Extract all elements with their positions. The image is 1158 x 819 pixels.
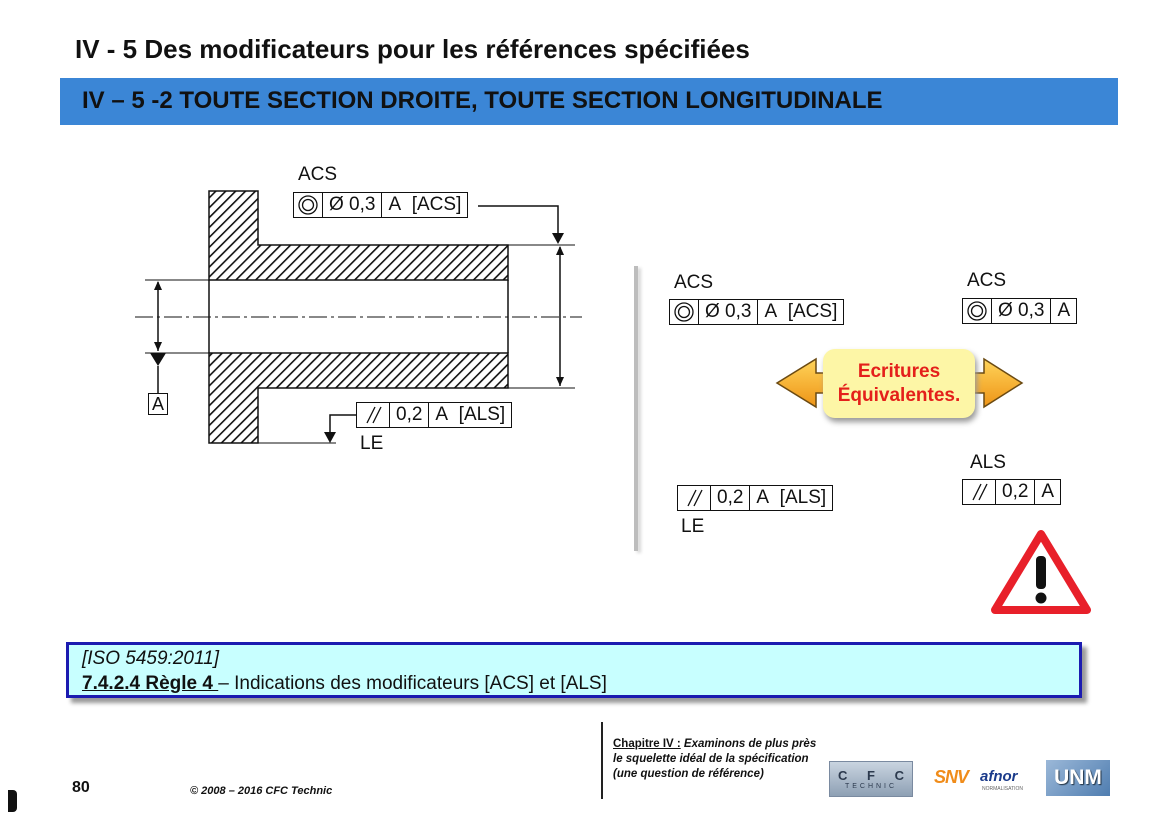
chapter-info <box>613 737 818 782</box>
parallelism-icon <box>678 486 710 510</box>
equivalent-line-1: Ecritures <box>857 360 941 382</box>
datum-modifier-cell <box>381 193 467 217</box>
datum-modifier-cell <box>749 486 832 510</box>
logo-cfc-top: C F C <box>838 768 912 783</box>
concentricity-icon <box>294 193 322 217</box>
page-title: IV - 5 Des modificateurs pour les références spécifiées <box>75 34 750 64</box>
iso-reference: [ISO 5459:2011] <box>82 648 219 669</box>
right-acs-label: ACS <box>967 270 1007 291</box>
datum-ref: A <box>1034 480 1060 504</box>
afnor-logo-sub: NORMALISATION <box>982 786 1024 792</box>
left-le-label: LE <box>681 516 705 537</box>
concentricity-icon <box>670 300 698 324</box>
parallelism-icon <box>963 480 995 504</box>
rule-text: – Indications des modificateurs [ACS] et [ALS] <box>218 673 607 694</box>
iso-rule <box>82 673 607 695</box>
vertical-divider <box>634 266 638 551</box>
equivalent-line-2: Équivalentes. <box>837 384 961 406</box>
left-acs-label: ACS <box>674 272 714 293</box>
datum-box: A <box>148 393 168 415</box>
modifier: [ACS] <box>411 194 462 215</box>
datum-ref: A <box>756 487 770 508</box>
technical-drawing <box>0 0 640 470</box>
acs-feature-control-frame <box>293 192 468 218</box>
modifier: [ALS] <box>779 487 827 508</box>
datum-ref: A <box>388 194 402 215</box>
als-feature-control-frame <box>356 402 512 428</box>
part-section-lower <box>209 353 508 443</box>
right-als-frame <box>962 479 1061 505</box>
datum-ref: A <box>764 301 778 322</box>
tolerance-value: 0,2 <box>995 480 1034 504</box>
tolerance-value: 0,2 <box>389 403 428 427</box>
warning-triangle-icon <box>990 528 1092 616</box>
page-number: 80 <box>72 779 90 796</box>
datum-ref: A <box>435 404 449 425</box>
datum-ref: A <box>1050 299 1076 323</box>
acs-label: ACS <box>298 164 338 185</box>
rule-number: 7.4.2.4 Règle 4 <box>82 673 219 694</box>
right-als-label: ALS <box>970 452 1006 473</box>
modifier: [ALS] <box>458 404 506 425</box>
footer-separator <box>601 722 603 799</box>
datum-modifier-cell <box>757 300 843 324</box>
als-leader <box>330 415 356 433</box>
page-edge-mark <box>8 790 17 812</box>
right-acs-frame <box>962 298 1077 324</box>
snv-logo: SNV <box>934 767 969 787</box>
left-acs-frame <box>669 299 844 325</box>
le-label: LE <box>360 433 384 454</box>
left-als-frame <box>677 485 833 511</box>
afnor-logo: afnor <box>980 768 1018 785</box>
modifier: [ACS] <box>787 301 838 322</box>
iso-reference-box <box>66 642 1082 698</box>
parallelism-icon <box>357 403 389 427</box>
tolerance-value: Ø 0,3 <box>698 300 757 324</box>
chapter-label: Chapitre IV : <box>613 738 681 750</box>
datum-modifier-cell <box>428 403 511 427</box>
concentricity-icon <box>963 299 991 323</box>
cfc-technic-logo <box>829 761 913 797</box>
section-title: IV – 5 -2 TOUTE SECTION DROITE, TOUTE SECTION LONGITUDINALE <box>82 87 883 114</box>
logo-cfc-bottom: TECHNIC <box>844 783 898 790</box>
acs-leader <box>478 206 558 234</box>
copyright: © 2008 – 2016 CFC Technic <box>190 785 333 797</box>
tolerance-value: Ø 0,3 <box>991 299 1050 323</box>
datum-triangle <box>150 353 166 366</box>
tolerance-value: Ø 0,3 <box>322 193 381 217</box>
tolerance-value: 0,2 <box>710 486 749 510</box>
equivalent-writings-callout <box>823 349 975 418</box>
unm-logo: UNM <box>1046 760 1110 796</box>
chapter-text: Examinons de plus près le squelette idéal de la spécification (une question de référence) <box>613 738 817 780</box>
